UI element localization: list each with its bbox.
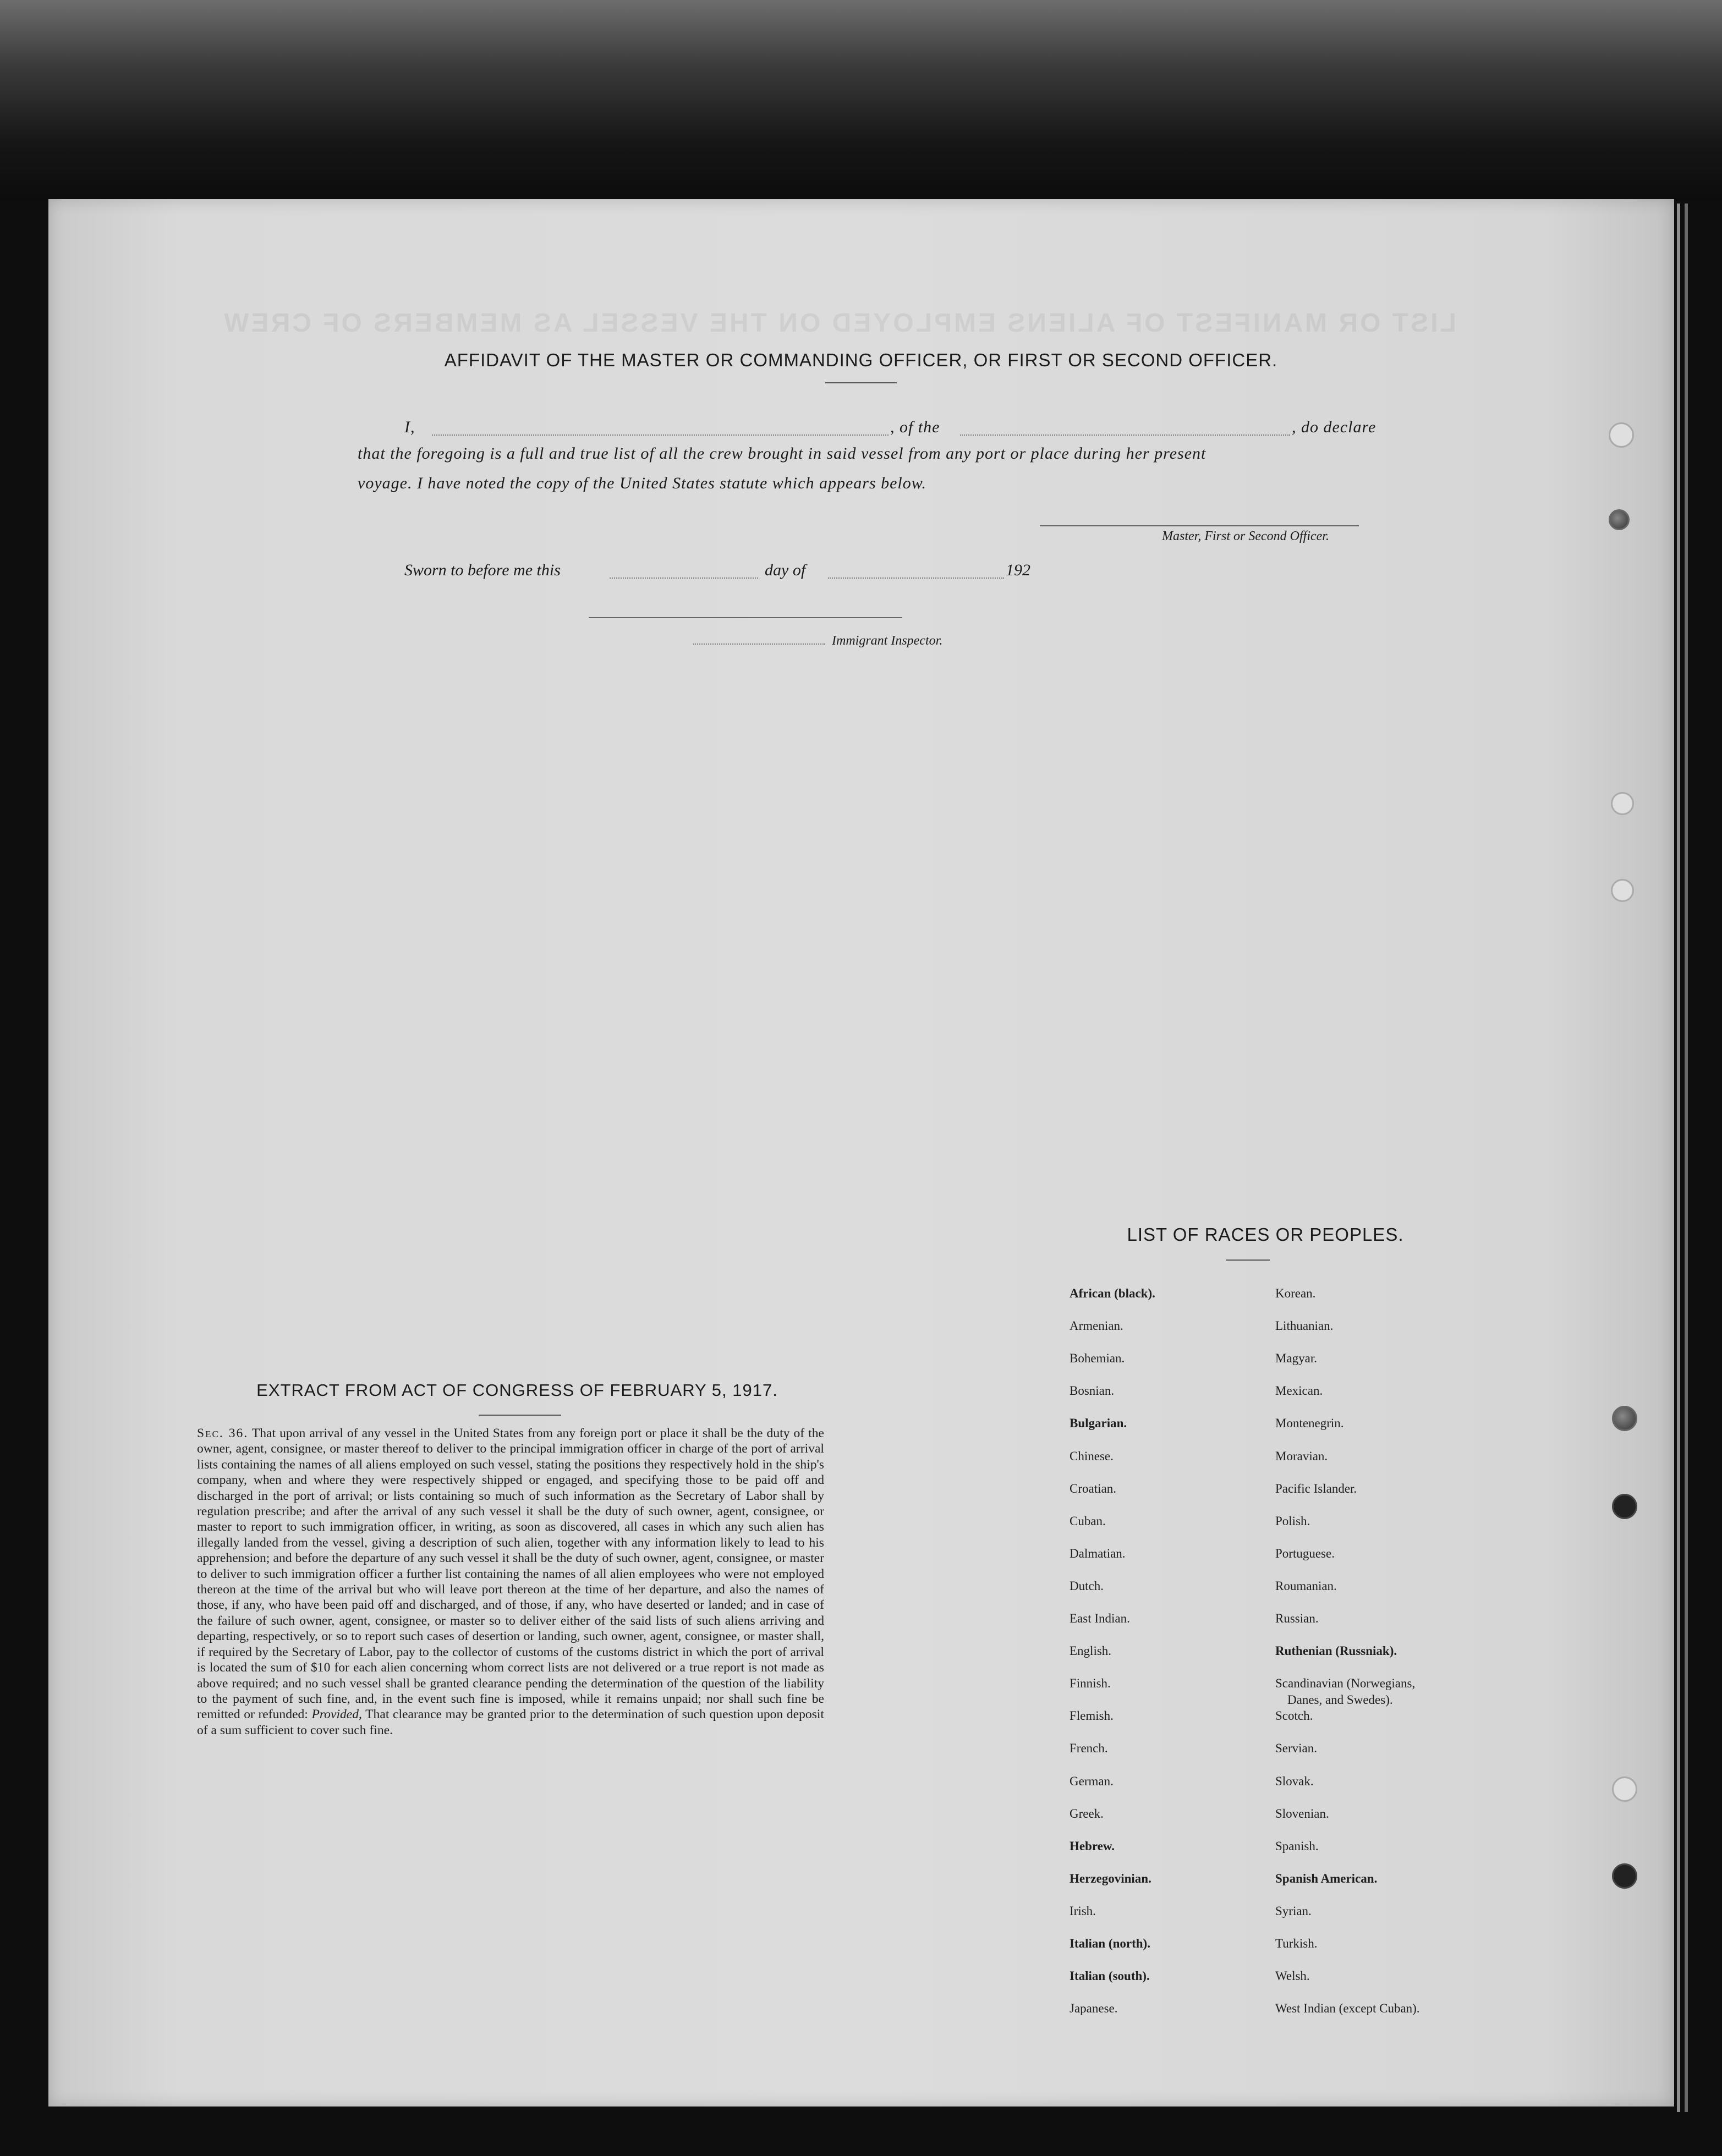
sworn-day-field[interactable] (610, 565, 758, 579)
race-item: Chinese. (1070, 1449, 1114, 1463)
race-item: Dutch. (1070, 1579, 1104, 1593)
page-edge (1685, 204, 1688, 2112)
race-item: Hebrew. (1070, 1839, 1115, 1853)
race-item: East Indian. (1070, 1612, 1130, 1625)
race-item: Irish. (1070, 1904, 1096, 1918)
binder-hole-icon (1609, 422, 1634, 448)
affidavit-i-label: I, (404, 418, 415, 436)
binder-hole-icon (1612, 1777, 1637, 1802)
race-item: Magyar. (1275, 1351, 1318, 1366)
binder-hole-icon (1612, 1863, 1637, 1889)
statute-text (197, 1426, 824, 1738)
provided-label: Provided, (311, 1707, 362, 1722)
race-item: Mexican. (1275, 1384, 1323, 1398)
races-title: LIST OF RACES OR PEOPLES. (1127, 1224, 1404, 1245)
race-item: Welsh. (1275, 1969, 1310, 1983)
race-item: Scandinavian (Norwegians, (1275, 1676, 1416, 1691)
year-label: 192 (1006, 561, 1030, 579)
affidavit-do-declare-label: , do declare (1292, 418, 1376, 436)
title-rule (825, 382, 897, 383)
race-item: Finnish. (1070, 1676, 1111, 1691)
race-item: English. (1070, 1644, 1112, 1658)
master-signature-line[interactable] (1040, 520, 1359, 526)
officer-name-field[interactable] (432, 422, 889, 436)
race-item: Herzegovinian. (1070, 1871, 1151, 1885)
extract-rule (479, 1415, 561, 1416)
day-of-label: day of (765, 561, 806, 579)
sworn-label: Sworn to before me this (404, 561, 561, 579)
race-item: Polish. (1275, 1514, 1310, 1528)
race-item: Bohemian. (1070, 1351, 1125, 1366)
race-item: Spanish American. (1275, 1871, 1378, 1885)
race-item: Montenegrin. (1275, 1416, 1344, 1431)
statute-body-end: That clearance may be granted prior to the determination of such question upon deposit of a sum sufficient to cover such fine. (197, 1707, 824, 1737)
race-item: Japanese. (1070, 2001, 1118, 2016)
extract-title: EXTRACT FROM ACT OF CONGRESS OF FEBRUARY 5, 1917. (256, 1380, 778, 1400)
race-item: Russian. (1275, 1612, 1319, 1625)
binder-hole-icon (1609, 509, 1630, 530)
race-item: Pacific Islander. (1275, 1481, 1357, 1495)
race-item: Italian (south). (1070, 1969, 1150, 1983)
binder-hole-icon (1612, 1406, 1637, 1431)
inspector-signature-line[interactable] (589, 610, 902, 618)
race-item: Armenian. (1070, 1319, 1123, 1333)
race-item: Dalmatian. (1070, 1546, 1126, 1560)
binder-hole-icon (1611, 792, 1634, 815)
race-item: Moravian. (1275, 1449, 1328, 1463)
section-label: Sec. 36. (197, 1426, 249, 1440)
sworn-month-field[interactable] (828, 565, 1004, 579)
binder-hole-icon (1612, 1494, 1637, 1519)
races-rule (1226, 1260, 1270, 1261)
race-item: Roumanian. (1275, 1579, 1337, 1593)
affidavit-statement-line: that the foregoing is a full and true list of all the crew brought in said vessel from any port or place during her present (358, 444, 1207, 463)
inspector-caption: Immigrant Inspector. (832, 634, 943, 648)
vessel-name-field[interactable] (960, 422, 1290, 436)
master-caption: Master, First or Second Officer. (1162, 529, 1329, 543)
race-item: Korean. (1275, 1286, 1316, 1300)
race-item: Flemish. (1070, 1709, 1114, 1723)
race-item: Italian (north). (1070, 1937, 1150, 1950)
binder-hole-icon (1611, 879, 1634, 902)
inspector-name-field[interactable] (693, 638, 825, 645)
race-item: Scotch. (1275, 1709, 1313, 1723)
race-item: French. (1070, 1741, 1108, 1756)
scanner-background (0, 0, 1722, 201)
race-item: Croatian. (1070, 1481, 1116, 1495)
race-item: Lithuanian. (1275, 1319, 1334, 1333)
race-item: African (black). (1070, 1286, 1155, 1300)
affidavit-title: AFFIDAVIT OF THE MASTER OR COMMANDING OFFICER, OR FIRST OR SECOND OFFICER. (444, 350, 1278, 370)
race-item: West Indian (except Cuban). (1275, 2001, 1420, 2016)
race-item: Bosnian. (1070, 1384, 1115, 1398)
race-item: Slovak. (1275, 1774, 1314, 1788)
affidavit-statement-line: voyage. I have noted the copy of the United States statute which appears below. (358, 474, 927, 492)
page-edge (1677, 204, 1680, 2112)
race-item: Danes, and Swedes). (1287, 1693, 1393, 1707)
affidavit-of-the-label: , of the (890, 418, 940, 436)
race-item: Ruthenian (Russniak). (1275, 1644, 1397, 1658)
race-item: Turkish. (1275, 1937, 1318, 1950)
race-item: Servian. (1275, 1741, 1318, 1756)
race-item: German. (1070, 1774, 1114, 1788)
bleed-through-text: LIST OR MANIFEST OF ALIENS EMPLOYED ON THE VESSEL AS MEMBERS OF CREW (222, 309, 1456, 338)
race-item: Greek. (1070, 1806, 1104, 1821)
race-item: Slovenian. (1275, 1806, 1329, 1821)
race-item: Syrian. (1275, 1904, 1312, 1918)
race-item: Cuban. (1070, 1514, 1106, 1528)
statute-body: That upon arrival of any vessel in the United States from any foreign port or place it shall be the duty of the owner, agent, consignee, or master thereof to deliver to the principal immigration officer in charge of the port of arrival lists containing the names of all aliens employed on such vessel, stating the positions they respectively hold in the ship's company, when and where they were respectively shipped or engaged, and specifying those to be paid off and discharged in the port of arrival; or lists containing so much of such information as the Secretary of Labor shall by regulation prescribe; and after the arrival of any such vessel it shall be the duty of such owner, agent, consignee, or master to report to such immigration officer, in writing, as soon as discovered, all cases in which any such alien has illegally landed from the vessel, giving a description of such alien, together with any information likely to lead to his apprehension; and before the departure of any such vessel it shall be the duty of such owner, agent, consignee, or master to deliver to such immigration officer a further list containing the names of all alien employees who were not employed thereon at the time of the arrival but who will leave port thereon at the time of her departure, and also the names of those, if any, who have been paid off and discharged, and of those, if any, who have deserted or landed; and in case of the failure of such owner, agent, consignee, or master so to deliver either of the said lists of such aliens arriving and departing, respectively, or so to report such cases of desertion or landing, such owner, agent, consignee, or master shall, if required by the Secretary of Labor, pay to the collector of customs of the customs district in which the port of arrival is located the sum of $10 for each alien concerning whom correct lists are not delivered or a true report is not made as above required; and no such vessel shall be granted clearance pending the determination of the question of the liability to the payment of such fine, and, in the event such fine is imposed, while it remains unpaid; nor shall such fine be remitted or refunded: (197, 1426, 824, 1722)
race-item: Spanish. (1275, 1839, 1319, 1853)
race-item: Portuguese. (1275, 1546, 1335, 1560)
race-item: Bulgarian. (1070, 1416, 1127, 1431)
